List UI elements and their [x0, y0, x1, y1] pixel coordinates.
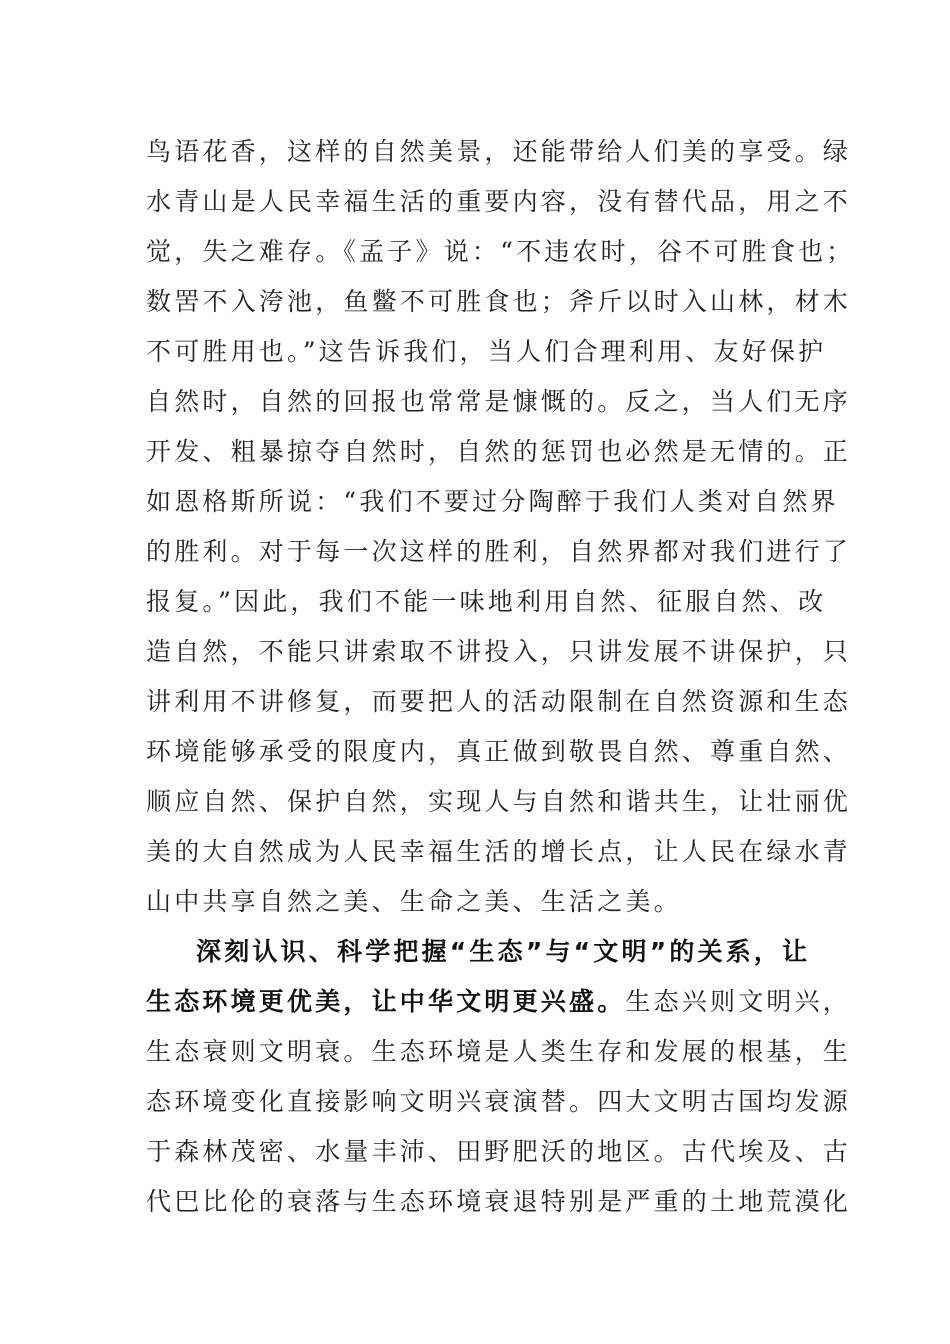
section-heading-line [146, 927, 811, 977]
paragraph-1 [146, 127, 855, 927]
section-heading-text: 生态环境更优美，让中华文明更兴盛。 [146, 987, 626, 1016]
text-line: 报复。”因此，我们不能一味地利用自然、征服自然、改 [146, 587, 827, 616]
text-line [146, 977, 852, 1027]
text-line: 水青山是人民幸福生活的重要内容，没有替代品，用之不 [146, 187, 852, 216]
text-line: 态环境变化直接影响文明兴衰演替。四大文明古国均发源 [146, 1087, 852, 1116]
text-line: 的胜利。对于每一次这样的胜利，自然界都对我们进行了 [146, 537, 852, 566]
text-line: 鸟语花香，这样的自然美景，还能带给人们美的享受。绿 [146, 137, 852, 166]
text-line: 环境能够承受的限度内，真正做到敬畏自然、尊重自然、 [146, 737, 852, 766]
text-line: 山中共享自然之美、生命之美、生活之美。 [146, 887, 682, 916]
text-line: 顺应自然、保护自然，实现人与自然和谐共生，让壮丽优 [146, 787, 852, 816]
text-span: 生态兴则文明兴， [625, 987, 852, 1016]
paragraph-2 [146, 927, 852, 1227]
text-line: 觉，失之难存。《孟子》说：“不违农时，谷不可胜食也； [146, 237, 855, 266]
text-line: 讲利用不讲修复，而要把人的活动限制在自然资源和生态 [146, 687, 852, 716]
text-line: 自然时，自然的回报也常常是慷慨的。反之，当人们无序 [146, 387, 852, 416]
text-line: 造自然，不能只讲索取不讲投入，只讲发展不讲保护，只 [146, 637, 852, 666]
text-line: 于森林茂密、水量丰沛、田野肥沃的地区。古代埃及、古 [146, 1137, 852, 1166]
text-line: 生态衰则文明衰。生态环境是人类生存和发展的根基，生 [146, 1037, 852, 1066]
text-line: 如恩格斯所说：“我们不要过分陶醉于我们人类对自然界 [146, 487, 839, 516]
text-line: 数罟不入洿池，鱼鳖不可胜食也；斧斤以时入山林，材木 [146, 287, 852, 316]
text-line: 美的大自然成为人民幸福生活的增长点，让人民在绿水青 [146, 837, 852, 866]
text-line: 开发、粗暴掠夺自然时，自然的惩罚也必然是无情的。正 [146, 437, 852, 466]
section-heading-text: 深刻认识、科学把握“生态”与“文明”的关系，让 [196, 937, 811, 966]
document-body [146, 127, 855, 1227]
text-line: 代巴比伦的衰落与生态环境衰退特别是严重的土地荒漠化 [146, 1187, 852, 1216]
text-line: 不可胜用也。”这告诉我们，当人们合理利用、友好保护 [146, 337, 827, 366]
